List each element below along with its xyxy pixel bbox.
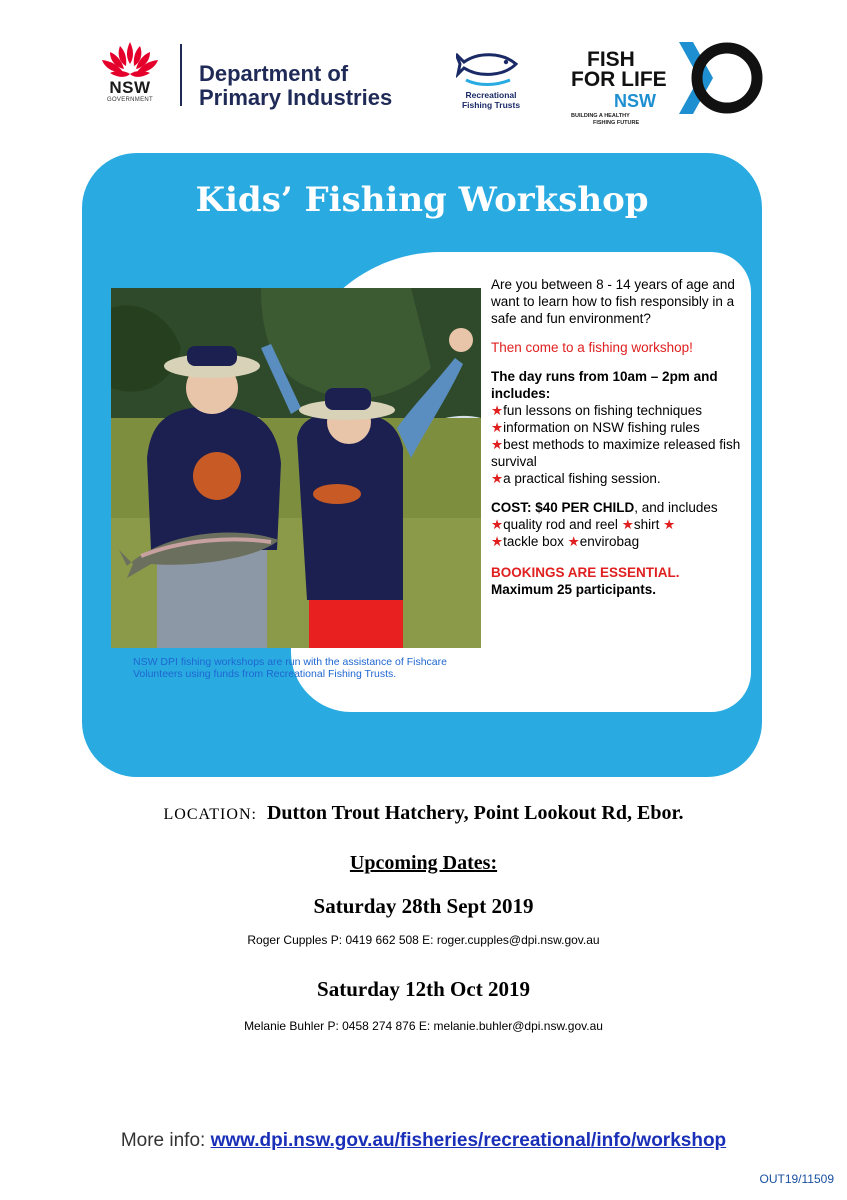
location-value: Dutton Trout Hatchery, Point Lookout Rd, Ebor. [266, 802, 684, 824]
workshop-details [491, 276, 741, 598]
red-star-icon: ★ [491, 517, 504, 532]
red-star-icon: ★ [491, 437, 504, 452]
date-2: Saturday 12th Oct 2019 [317, 977, 530, 1001]
nsw-government-label: GOVERNMENT [106, 97, 153, 103]
list-item [491, 470, 741, 487]
kids-fishing-photo [111, 288, 481, 648]
logo-divider [180, 44, 182, 106]
contact-1: Roger Cupples P: 0419 662 508 E: roger.cupples@dpi.nsw.gov.au [247, 933, 600, 947]
document-reference: OUT19/11509 [759, 1172, 834, 1186]
dpi-wordmark [199, 62, 392, 110]
cost-item: quality rod and reel [503, 517, 618, 532]
cost-item: tackle box [503, 534, 564, 549]
red-star-icon: ★ [663, 517, 676, 532]
cost-item: shirt [633, 517, 660, 532]
ffl-tagline [571, 113, 661, 126]
list-item [491, 402, 741, 419]
max-participants: Maximum 25 participants. [491, 582, 657, 597]
nsw-government-logo [96, 40, 164, 108]
rft-wordmark [452, 90, 530, 110]
more-info-link[interactable]: www.dpi.nsw.gov.au/fisheries/recreational/info/workshop [210, 1130, 727, 1151]
ffl-nsw-label: NSW [614, 91, 656, 111]
cost-text [491, 499, 741, 516]
recreational-fishing-trusts-logo [452, 50, 530, 114]
red-star-icon: ★ [491, 403, 504, 418]
location-line [0, 802, 847, 825]
red-star-icon: ★ [621, 517, 634, 532]
contact-2: Melanie Buhler P: 0458 274 876 E: melanie.buhler@dpi.nsw.gov.au [244, 1019, 603, 1033]
red-star-icon: ★ [567, 534, 580, 549]
fish-icon [456, 50, 526, 90]
ffl-line-1: FISH [587, 48, 635, 71]
bookings-notice: BOOKINGS ARE ESSENTIAL. [491, 565, 680, 580]
ffl-tagline-2: FISHING FUTURE [593, 119, 640, 126]
dpi-line-1: Department of [199, 61, 349, 86]
nsw-wordmark: NSW [109, 78, 151, 97]
red-star-icon: ★ [491, 534, 504, 549]
rft-line-2: Fishing Trusts [461, 100, 521, 110]
schedule-text: The day runs from 10am – 2pm and includes: [491, 369, 718, 401]
date-1: Saturday 28th Sept 2019 [313, 894, 534, 918]
ffl-wordmark [571, 50, 667, 90]
dpi-line-2: Primary Industries [199, 85, 393, 110]
list-item [491, 436, 741, 470]
upcoming-dates-heading: Upcoming Dates: [349, 852, 498, 874]
cost-includes: , and includes [634, 500, 718, 515]
red-star-icon: ★ [491, 420, 504, 435]
red-star-icon: ★ [491, 471, 504, 486]
page-title: Kids’ Fishing Workshop [195, 180, 649, 220]
more-info-label: More info: [120, 1130, 211, 1151]
photo-caption: NSW DPI fishing workshops are run with the assistance of Fishcare Volunteers using funds from Recreational Fishing Trusts. [133, 656, 447, 680]
rft-line-1: Recreational [465, 90, 517, 100]
list-item-text: information on NSW fishing rules [503, 420, 700, 435]
includes-list [491, 402, 741, 487]
ffl-line-2: FOR LIFE [571, 68, 667, 91]
call-to-action: Then come to a fishing workshop! [491, 340, 693, 355]
fish-for-life-logo [565, 38, 765, 128]
cost-item: envirobag [579, 534, 640, 549]
ffl-fish-ring-icon [673, 38, 763, 118]
cost-items [491, 516, 741, 550]
waratah-icon [96, 40, 164, 80]
ffl-tagline-1: BUILDING A HEALTHY [571, 113, 630, 119]
more-info-line [0, 1130, 847, 1152]
list-item-text: a practical fishing session. [503, 471, 661, 486]
list-item-text: best methods to maximize released fish survival [491, 437, 741, 469]
intro-text: Are you between 8 - 14 years of age and want to learn how to fish responsibly in a safe and fun environment? [491, 277, 735, 326]
list-item-text: fun lessons on fishing techniques [503, 403, 702, 418]
cost-amount: COST: $40 PER CHILD [491, 500, 635, 515]
location-label: LOCATION: [163, 806, 257, 823]
list-item [491, 419, 741, 436]
